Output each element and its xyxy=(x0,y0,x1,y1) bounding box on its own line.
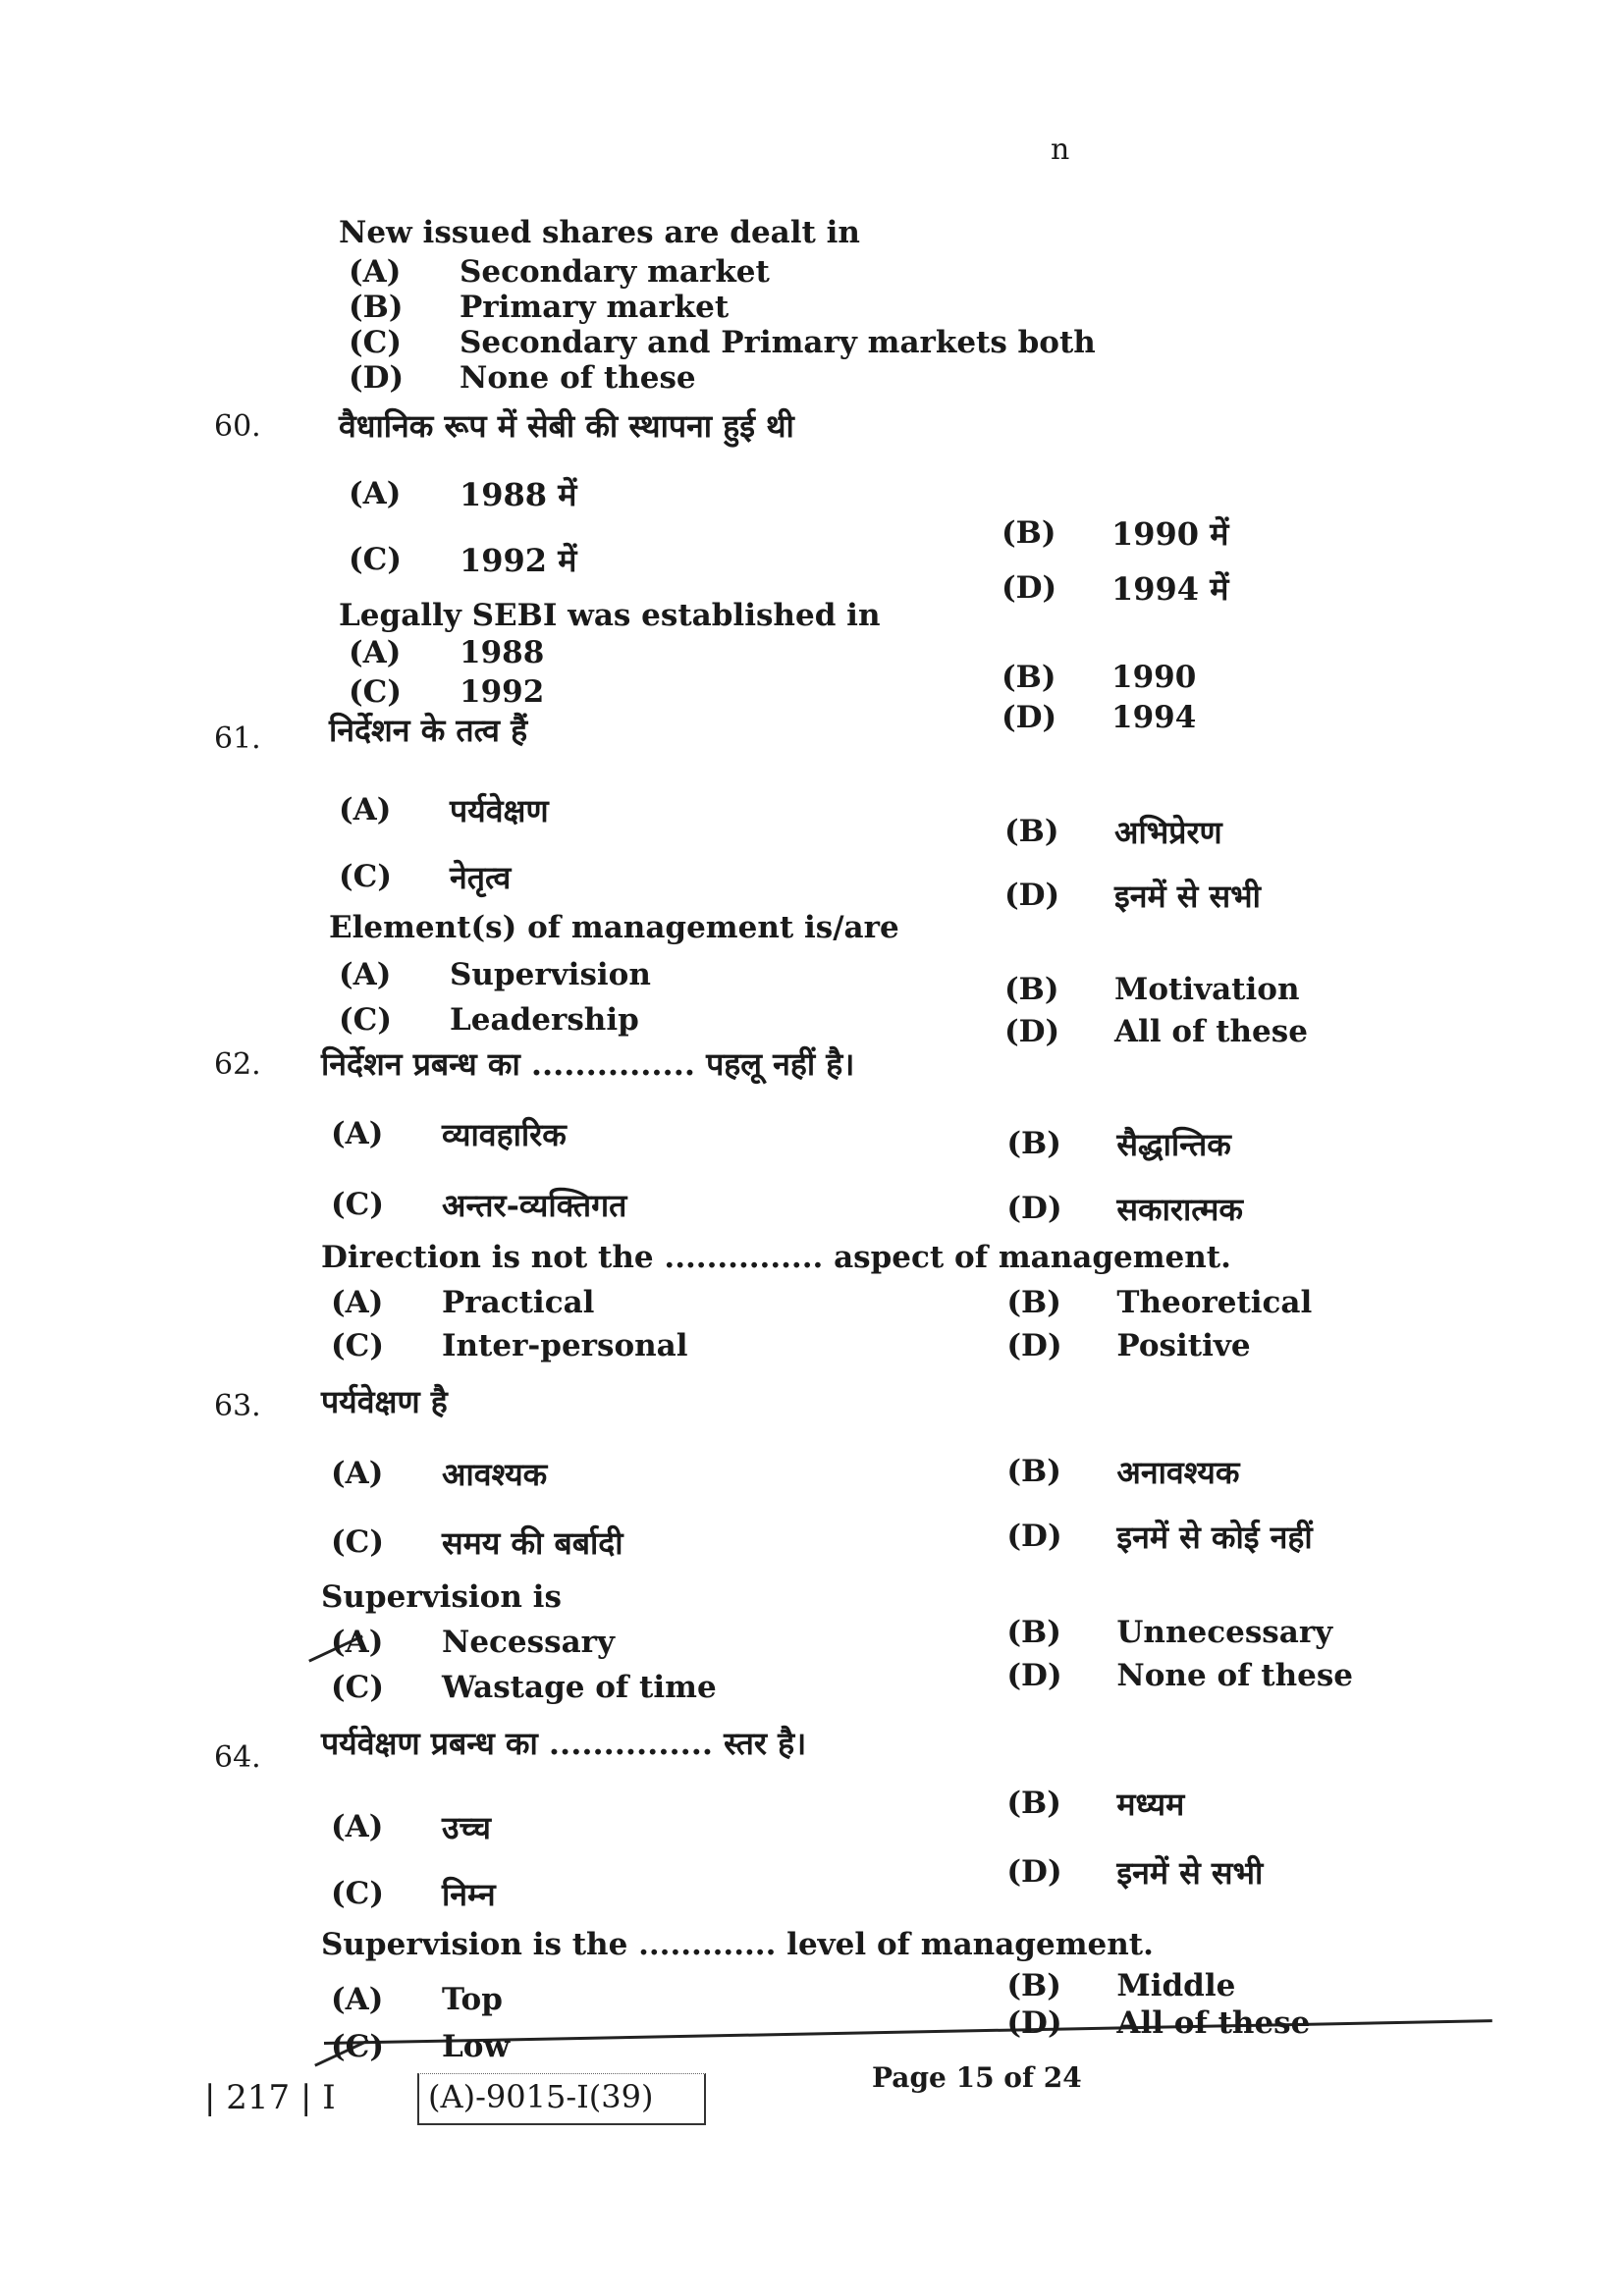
option-label: (B) xyxy=(1004,814,1059,849)
option-label: (C) xyxy=(339,1002,393,1038)
option-label: (D) xyxy=(1006,1328,1062,1363)
option-label: (A) xyxy=(339,957,392,992)
question-stem-english: Direction is not the ............... aspect of management. xyxy=(321,1240,1231,1275)
option-text-english: 1994 xyxy=(1111,700,1197,735)
option-text-english: Low xyxy=(442,2029,511,2064)
question-stem-english: Supervision is the ............. level of management. xyxy=(321,1927,1154,1962)
option-text-english: Wastage of time xyxy=(442,1670,717,1705)
option-text-hindi: निम्न xyxy=(442,1876,496,1913)
option-label: (A) xyxy=(349,635,402,670)
option-label: (B) xyxy=(1006,1126,1061,1161)
option-label: (A) xyxy=(331,1809,384,1844)
booklet-code: (A)-9015-I(39) xyxy=(428,2078,654,2115)
option-text-hindi: समय की बर्बादी xyxy=(442,1524,623,1562)
option-text-hindi: व्यावहारिक xyxy=(442,1116,567,1153)
option-label: (C) xyxy=(349,325,403,360)
option-text-hindi: आवश्यक xyxy=(442,1456,548,1493)
question-stem-english: Element(s) of management is/are xyxy=(329,910,899,945)
option-text-hindi: नेतृत्व xyxy=(450,859,512,896)
option-label: (B) xyxy=(1001,515,1056,551)
option-text-hindi: 1992 में xyxy=(460,542,577,579)
question-stem-hindi: निर्देशन प्रबन्ध का ............... पहलू नहीं है। xyxy=(321,1045,855,1083)
option-label: (B) xyxy=(1001,660,1056,695)
option-text-english: 1992 xyxy=(460,674,545,710)
option-text-english: Middle xyxy=(1116,1968,1236,2003)
option-label: (C) xyxy=(331,2029,385,2064)
question-number: 61. xyxy=(214,721,261,756)
option-label: (D) xyxy=(1001,570,1057,606)
option-text-english: Supervision xyxy=(450,957,651,992)
option-label: (B) xyxy=(1004,972,1059,1007)
option-label: (D) xyxy=(1006,1519,1062,1554)
question-stem-hindi: पर्यवेक्षण प्रबन्ध का ............... स्तर है। xyxy=(321,1725,807,1762)
option-text-english: 1990 xyxy=(1111,660,1197,695)
option-text-hindi: इनमें से सभी xyxy=(1116,1854,1264,1892)
option-label: (D) xyxy=(1006,1658,1062,1693)
page-mark: n xyxy=(1051,133,1070,167)
option-label: (D) xyxy=(1001,700,1057,735)
question-stem-english: Supervision is xyxy=(321,1579,562,1615)
option-label: (D) xyxy=(349,360,405,396)
option-text-hindi: 1990 में xyxy=(1111,515,1229,553)
option-label: (C) xyxy=(331,1187,385,1222)
option-label: (A) xyxy=(331,1982,384,2017)
option-text-hindi: अनावश्यक xyxy=(1116,1454,1240,1491)
option-label: (C) xyxy=(331,1876,385,1911)
option-text-english: Primary market xyxy=(460,290,730,325)
paper-code: | 217 | I xyxy=(204,2078,336,2117)
option-text-hindi: पर्यवेक्षण xyxy=(450,792,549,829)
option-label: (C) xyxy=(339,859,393,894)
option-text-hindi: मध्यम xyxy=(1116,1786,1185,1823)
option-label: (B) xyxy=(1006,1454,1061,1489)
option-label: (B) xyxy=(1006,1968,1061,2003)
option-text-hindi: सैद्धान्तिक xyxy=(1116,1126,1231,1163)
option-text-hindi: इनमें से कोई नहीं xyxy=(1116,1519,1313,1556)
option-label: (D) xyxy=(1006,2005,1062,2041)
option-text-english: Secondary and Primary markets both xyxy=(460,325,1096,360)
option-label: (A) xyxy=(349,254,402,290)
option-label: (D) xyxy=(1006,1191,1062,1226)
option-label: (A) xyxy=(339,792,392,828)
question-number: 60. xyxy=(214,409,261,444)
option-label: (C) xyxy=(331,1524,385,1560)
question-stem-hindi: वैधानिक रूप में सेबी की स्थापना हुई थी xyxy=(339,407,794,445)
option-text-english: Leadership xyxy=(450,1002,639,1038)
option-label: (D) xyxy=(1004,878,1060,913)
option-text-english: Necessary xyxy=(442,1625,615,1660)
question-number: 62. xyxy=(214,1047,261,1082)
option-label: (C) xyxy=(349,674,403,710)
option-text-english: Secondary market xyxy=(460,254,770,290)
option-text-english: Positive xyxy=(1116,1328,1251,1363)
option-label: (A) xyxy=(331,1456,384,1491)
option-text-hindi: 1988 में xyxy=(460,476,577,513)
option-text-hindi: सकारात्मक xyxy=(1116,1191,1243,1228)
question-stem-english: New issued shares are dealt in xyxy=(339,215,860,250)
question-stem-hindi: पर्यवेक्षण है xyxy=(321,1383,448,1420)
option-label: (D) xyxy=(1004,1014,1060,1049)
option-label: (B) xyxy=(1006,1285,1061,1320)
option-text-english: Practical xyxy=(442,1285,595,1320)
option-text-english: None of these xyxy=(460,360,696,396)
option-text-hindi: अन्तर-व्यक्तिगत xyxy=(442,1187,627,1224)
option-label: (B) xyxy=(1006,1615,1061,1650)
option-text-english: Unnecessary xyxy=(1116,1615,1333,1650)
option-label: (A) xyxy=(349,476,402,511)
question-stem-hindi: निर्देशन के तत्व हैं xyxy=(329,712,528,749)
question-number: 64. xyxy=(214,1740,261,1775)
option-text-hindi: इनमें से सभी xyxy=(1114,878,1261,915)
option-text-english: None of these xyxy=(1116,1658,1354,1693)
option-label: (D) xyxy=(1006,1854,1062,1890)
option-label: (C) xyxy=(331,1670,385,1705)
option-text-english: Theoretical xyxy=(1116,1285,1313,1320)
option-label: (A) xyxy=(331,1285,384,1320)
option-label: (A) xyxy=(331,1116,384,1151)
option-text-english: Motivation xyxy=(1114,972,1300,1007)
option-text-english: All of these xyxy=(1116,2005,1311,2041)
option-text-hindi: अभिप्रेरण xyxy=(1114,814,1222,851)
option-text-english: 1988 xyxy=(460,635,545,670)
option-label: (B) xyxy=(349,290,404,325)
question-stem-english: Legally SEBI was established in xyxy=(339,598,881,633)
option-text-english: Top xyxy=(442,1982,503,2017)
option-label: (C) xyxy=(331,1328,385,1363)
question-number: 63. xyxy=(214,1389,261,1423)
option-label: (C) xyxy=(349,542,403,577)
option-text-english: Inter-personal xyxy=(442,1328,688,1363)
page-number: Page 15 of 24 xyxy=(872,2061,1082,2094)
option-text-hindi: उच्च xyxy=(442,1809,491,1846)
option-label: (B) xyxy=(1006,1786,1061,1821)
option-text-hindi: 1994 में xyxy=(1111,570,1229,608)
option-text-english: All of these xyxy=(1114,1014,1308,1049)
option-label: (A) xyxy=(331,1625,384,1660)
